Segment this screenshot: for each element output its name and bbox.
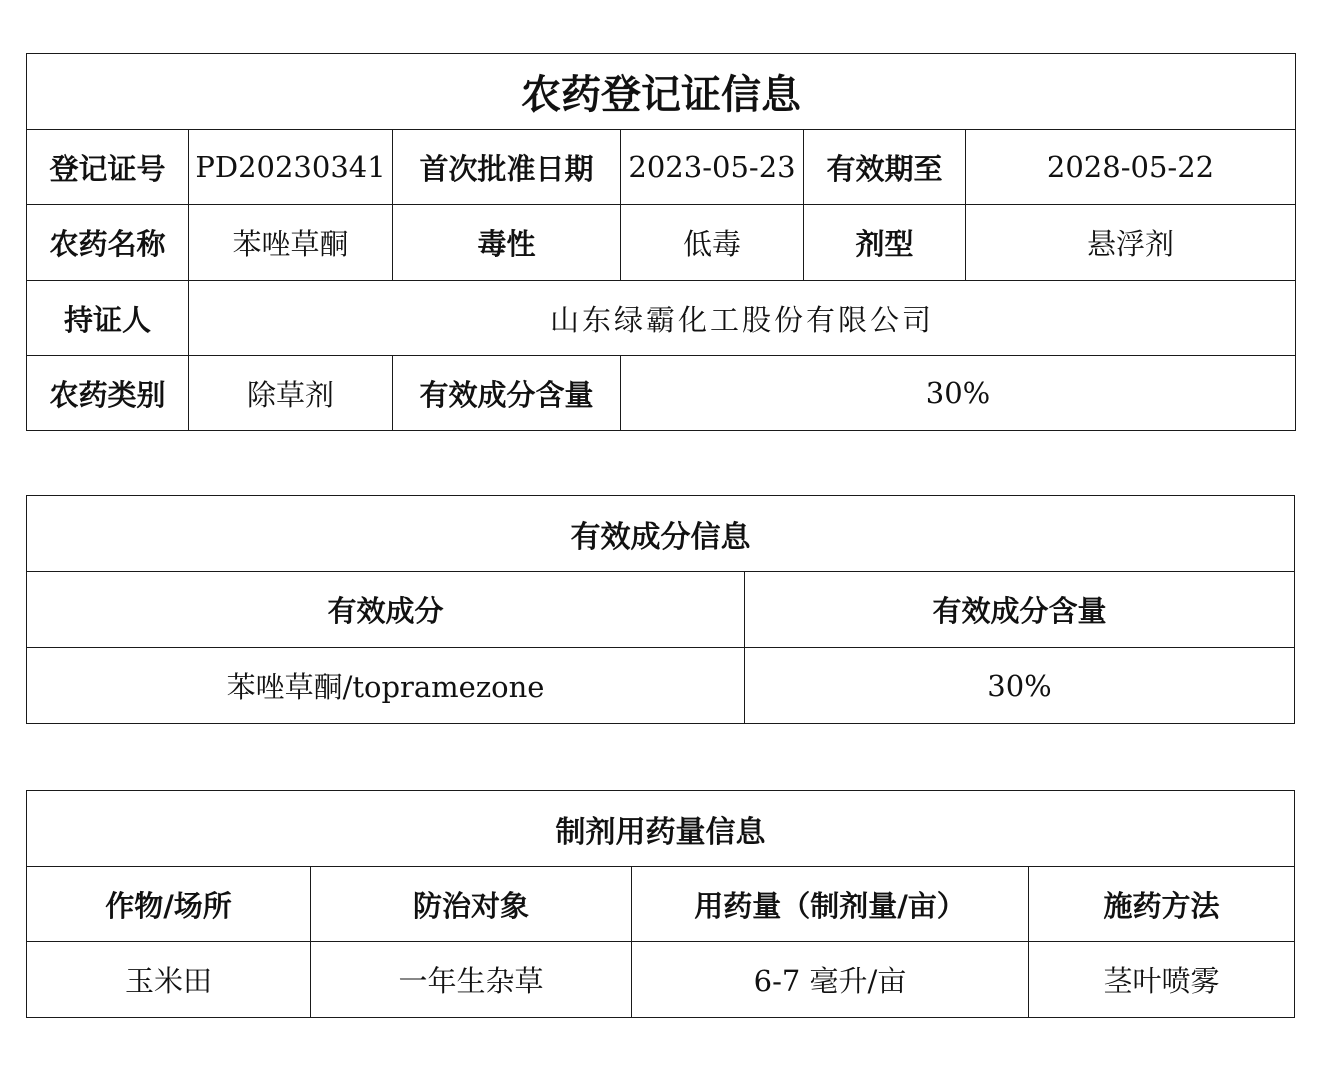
target-col-header: 防治对象 [311,867,632,942]
first-approval-value: 2023-05-23 [621,130,804,205]
target-cell: 一年生杂草 [311,942,632,1018]
reg-no-label: 登记证号 [27,130,189,205]
first-approval-label: 首次批准日期 [393,130,621,205]
registration-title: 农药登记证信息 [27,54,1296,130]
holder-value: 山东绿霸化工股份有限公司 [189,281,1296,356]
ingredient-content-col-header: 有效成分含量 [745,572,1295,648]
method-col-header: 施药方法 [1029,867,1295,942]
ingredients-title: 有效成分信息 [27,496,1295,572]
content-value: 30% [621,356,1296,431]
category-value: 除草剂 [189,356,393,431]
dosage-title: 制剂用药量信息 [27,791,1295,867]
reg-no-value: PD20230341 [189,130,393,205]
dose-cell: 6-7 毫升/亩 [632,942,1029,1018]
ingredient-content-cell: 30% [745,648,1295,724]
dosage-table [26,790,1295,1018]
table-row [27,942,1295,1018]
method-cell: 茎叶喷雾 [1029,942,1295,1018]
registration-table [26,53,1296,431]
crop-cell: 玉米田 [27,942,311,1018]
toxicity-value: 低毒 [621,205,804,281]
pesticide-name-label: 农药名称 [27,205,189,281]
ingredients-table [26,495,1295,724]
ingredient-cell: 苯唑草酮/topramezone [27,648,745,724]
dose-col-header: 用药量（制剂量/亩） [632,867,1029,942]
category-label: 农药类别 [27,356,189,431]
pesticide-name-value: 苯唑草酮 [189,205,393,281]
table-row [27,648,1295,724]
holder-label: 持证人 [27,281,189,356]
valid-until-value: 2028-05-22 [966,130,1296,205]
content-label: 有效成分含量 [393,356,621,431]
toxicity-label: 毒性 [393,205,621,281]
formulation-value: 悬浮剂 [966,205,1296,281]
valid-until-label: 有效期至 [804,130,966,205]
ingredient-col-header: 有效成分 [27,572,745,648]
formulation-label: 剂型 [804,205,966,281]
crop-col-header: 作物/场所 [27,867,311,942]
